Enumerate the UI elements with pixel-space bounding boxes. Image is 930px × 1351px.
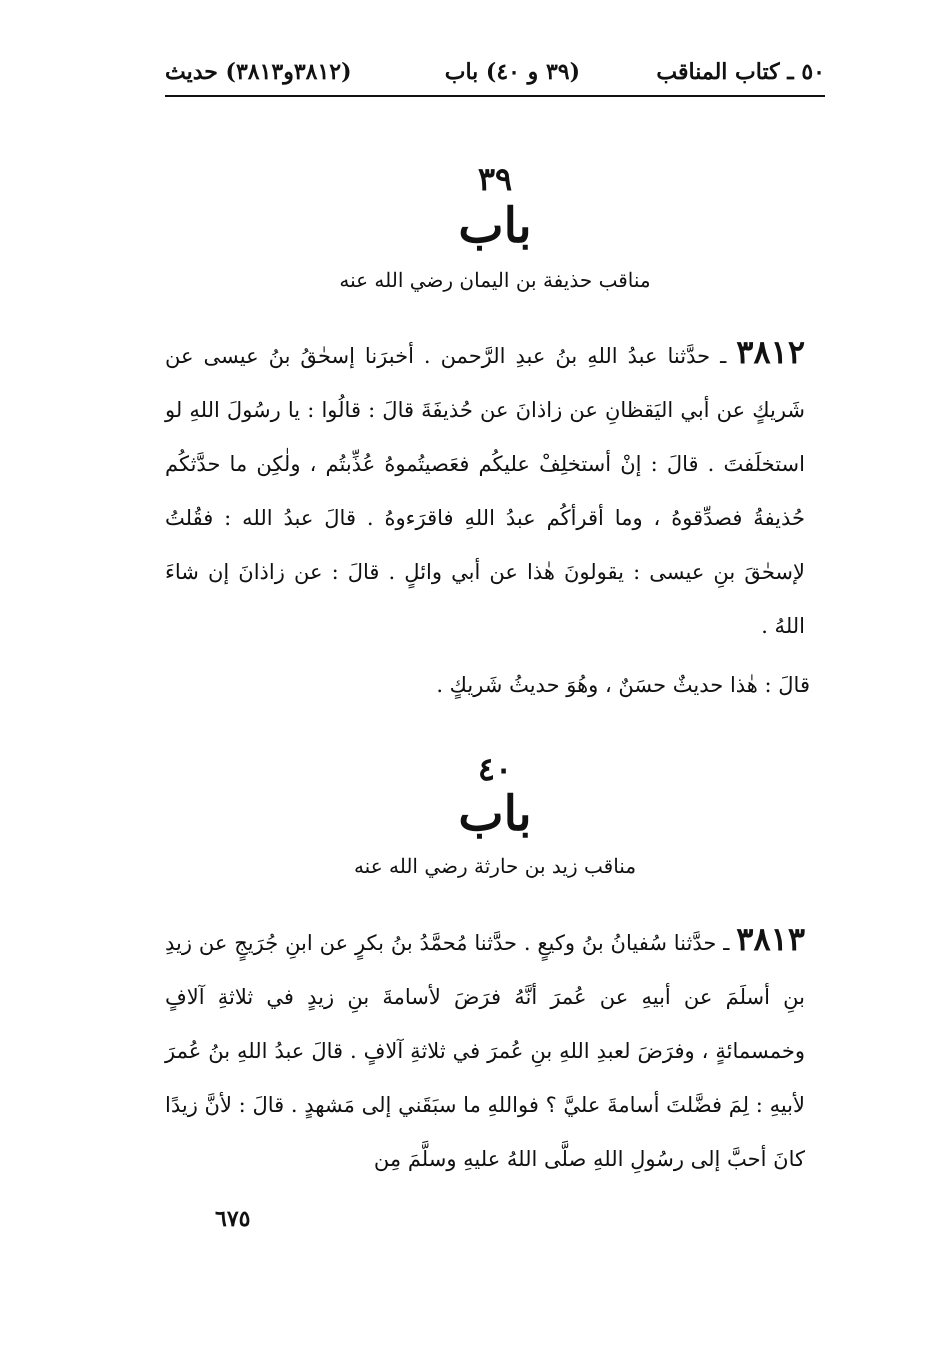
chapter-heading: باب (458, 786, 532, 842)
hadith-number: ٣٨١٢ (736, 333, 805, 371)
chapter-number: ٤٠ (477, 750, 513, 788)
hadith-text: ـ حدَّثنا سُفيانُ بنُ وكيعٍ . حدَّثنا مُحمَّدُ بنُ بكرٍ عن ابنِ جُرَيجٍ عن زيدِ بنِ أسلَمَ عن أبيهِ عن عُمرَ أنَّهُ فرَضَ لأسامةَ بنِ زيدٍ في ثلاثةِ آلافٍ وخمسمائةٍ ، وفرَضَ لعبدِ اللهِ بنِ عُمرَ في ثلاثةِ آلافٍ . قالَ عبدُ اللهِ بنُ عُمرَ لأبيهِ : لِمَ فضَّلتَ أسامةَ عليَّ ؟ فواللهِ ما سبَقَني إلى مَشهدٍ . قالَ : لأنَّ زيدًا كانَ أحبَّ إلى رسُولِ اللهِ صلَّى اللهُ عليهِ وسلَّمَ مِن (165, 931, 805, 1171)
page-number: ٦٧٥ (215, 1206, 251, 1232)
header-book-title: ٥٠ ـ كتاب المناقب (656, 59, 825, 85)
hadith-number: ٣٨١٣ (736, 920, 805, 958)
header-hadith-range: (٣٨١٢و٣٨١٣) حديث (165, 59, 352, 85)
header-chapter-range: (٣٩ و ٤٠) باب (444, 59, 580, 85)
chapter-heading: باب (458, 198, 532, 254)
hadith-paragraph (165, 325, 805, 653)
running-header (165, 52, 825, 92)
chapter-title: مناقب زيد بن حارثة رضي الله عنه (353, 854, 637, 878)
chapter-title: مناقب حذيفة بن اليمان رضي الله عنه (339, 268, 651, 292)
chapter-number: ٣٩ (477, 160, 513, 198)
hadith-paragraph (165, 912, 805, 1186)
hadith-text: ـ حدَّثنا عبدُ اللهِ بنُ عبدِ الرَّحمن . أخبرَنا إسحٰقُ بنُ عيسى عن شَريكٍ عن أبي اليَقظانِ عن زاذانَ عن حُذيفَةَ قالَ : قالُوا : يا رسُولَ اللهِ لو استخلَفتَ . قالَ : إنْ أستخلِفْ عليكُم فعَصيتُموهُ عُذِّبتُم ، ولٰكِن ما حدَّثكُم حُذيفةُ فصدِّقوهُ ، وما أقرأكُم عبدُ اللهِ فاقرَءوهُ . قالَ عبدُ الله : فقُلتُ لإسحٰقَ بنِ عيسى : يقولونَ هٰذا عن أبي وائلٍ . قالَ : عن زاذانَ إن شاءَ اللهُ . (165, 344, 805, 638)
header-rule (165, 95, 825, 97)
hadith-grading-note: قالَ : هٰذا حديثٌ حسَنٌ ، وهُوَ حديثُ شَريكٍ . (436, 673, 810, 697)
